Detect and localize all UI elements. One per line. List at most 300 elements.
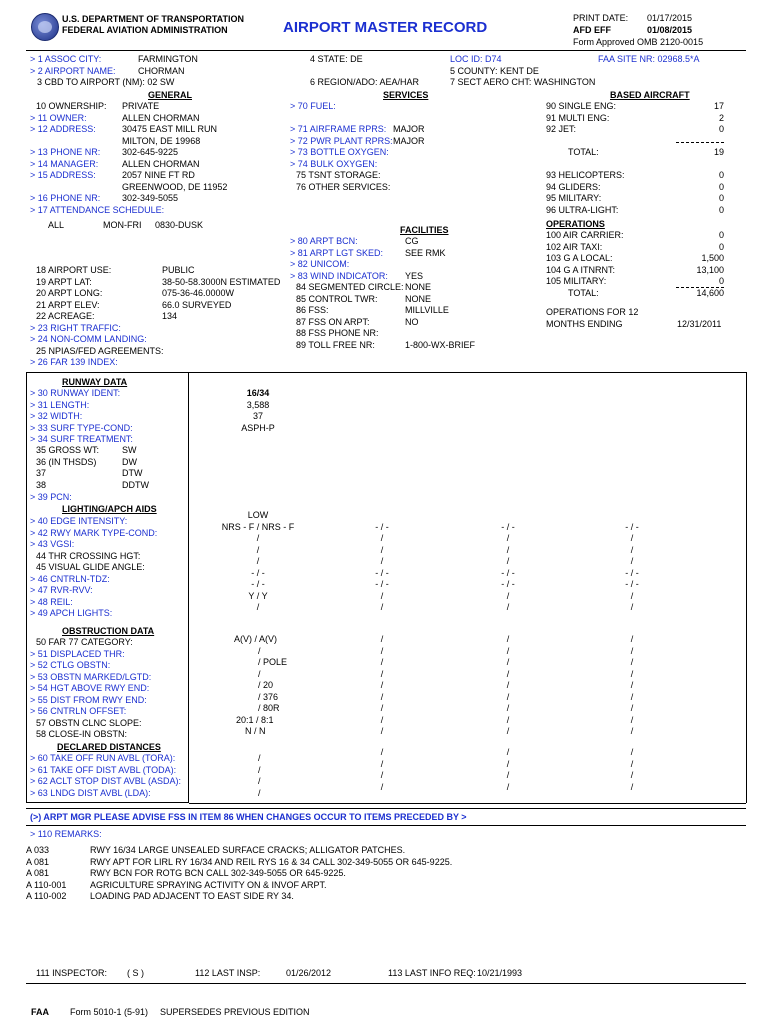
facilities-label: > 83 WIND INDICATOR: bbox=[290, 270, 388, 281]
runway-data-label: > 32 WIDTH: bbox=[30, 411, 83, 421]
based-aircraft-label: 90 SINGLE ENG: bbox=[546, 101, 617, 111]
declared-labels bbox=[30, 753, 181, 799]
lighting-value: - / - bbox=[251, 579, 265, 589]
obstruction-label: > 55 DIST FROM RWY END: bbox=[30, 694, 147, 705]
obstruction-value: / bbox=[506, 680, 510, 690]
operations-label: 104 G A ITNRNT: bbox=[546, 264, 616, 275]
operations-total-rule bbox=[676, 287, 724, 288]
based-aircraft-labels bbox=[546, 101, 625, 216]
declared-label: > 61 TAKE OFF DIST AVBL (TODA): bbox=[30, 764, 177, 775]
obstruction-value: / bbox=[506, 714, 510, 725]
obstruction-value: / bbox=[380, 634, 384, 644]
obstruction-value: / bbox=[630, 703, 634, 713]
obstruction-value: / bbox=[630, 726, 634, 736]
operations-values bbox=[664, 230, 724, 299]
lighting-value: / bbox=[380, 556, 384, 566]
obstruction-value: / bbox=[506, 703, 510, 713]
footer-form-number: Form 5010-1 (5-91) bbox=[70, 1007, 149, 1017]
lighting-value: / bbox=[630, 602, 634, 612]
remark-text: AGRICULTURE SPRAYING ACTIVITY ON & INVOF ARPT. bbox=[90, 879, 327, 890]
services-label: > 74 BULK OXYGEN: bbox=[290, 158, 378, 169]
afd-eff-value: 01/08/2015 bbox=[647, 25, 693, 35]
lighting-label: > 48 REIL: bbox=[30, 596, 73, 607]
obstruction-value: / bbox=[630, 634, 634, 644]
airport-data-value: 66.0 SURVEYED bbox=[162, 299, 232, 310]
operations-value: 1,500 bbox=[701, 253, 724, 263]
based-aircraft-values bbox=[694, 101, 724, 216]
facilities-label: > 82 UNICOM: bbox=[290, 259, 350, 269]
services-label bbox=[290, 113, 393, 125]
lighting-value: - / - bbox=[375, 579, 389, 589]
advise-top-rule bbox=[26, 808, 746, 809]
obstruction-value: / bbox=[380, 657, 384, 667]
schedule-days: MON-FRI bbox=[103, 220, 142, 230]
runway-data-values bbox=[230, 388, 286, 446]
based-aircraft-value: 17 bbox=[713, 101, 724, 111]
lighting-value: - / - bbox=[501, 579, 515, 589]
lighting-value: - / - bbox=[251, 567, 265, 578]
airport-data-value bbox=[162, 357, 280, 369]
lighting-value: / bbox=[630, 556, 634, 566]
facilities-value: YES bbox=[405, 270, 424, 281]
schedule-hours: 0830-DUSK bbox=[155, 220, 204, 230]
lighting-value bbox=[352, 510, 412, 522]
services-value bbox=[393, 182, 425, 194]
advise-notice: (>) ARPT MGR PLEASE ADVISE FSS IN ITEM 86 WHEN CHANGES OCCUR TO ITEMS PRECEDED BY > bbox=[30, 812, 467, 822]
last-info-req-value: 10/21/1993 bbox=[477, 968, 523, 978]
general-value: 302-645-9225 bbox=[122, 147, 179, 157]
lighting-value: / bbox=[506, 590, 510, 601]
general-values bbox=[122, 101, 227, 216]
general-label: > 13 PHONE NR: bbox=[30, 147, 101, 157]
services-label: 75 TSNT STORAGE: bbox=[296, 170, 381, 180]
gross-weight-label: 37 bbox=[36, 468, 47, 478]
state: 4 STATE: DE bbox=[310, 54, 363, 64]
services-values bbox=[393, 101, 425, 193]
obstruction-value: / 20 bbox=[258, 680, 274, 690]
assoc-city-label: > 1 ASSOC CITY: bbox=[30, 54, 102, 64]
obstruction-value: / bbox=[506, 634, 510, 644]
facilities-label: > 80 ARPT BCN: bbox=[290, 236, 358, 246]
last-info-req-label: 113 LAST INFO REQ: bbox=[388, 968, 476, 978]
facilities-label: 85 CONTROL TWR: bbox=[296, 293, 378, 304]
lighting-value: / bbox=[256, 556, 260, 566]
obstruction-value: / 376 bbox=[258, 691, 279, 702]
airport-data-label: > 26 FAR 139 INDEX: bbox=[30, 357, 118, 367]
based-aircraft-value: 0 bbox=[718, 181, 724, 192]
obstruction-label: > 54 HGT ABOVE RWY END: bbox=[30, 683, 150, 693]
services-value bbox=[393, 159, 425, 171]
lighting-value: / bbox=[506, 544, 510, 555]
facilities-value: MILLVILLE bbox=[405, 305, 449, 315]
lighting-value: - / - bbox=[501, 521, 515, 532]
services-value: MAJOR bbox=[393, 124, 425, 134]
based-aircraft-label bbox=[546, 159, 625, 171]
gross-weight-label: 36 (IN THSDS) bbox=[36, 456, 97, 467]
lighting-value: - / - bbox=[625, 579, 639, 589]
lighting-value: / bbox=[256, 602, 260, 612]
facilities-value: NONE bbox=[405, 293, 432, 304]
declared-value: / bbox=[380, 770, 384, 780]
obstruction-label: > 51 DISPLACED THR: bbox=[30, 648, 125, 659]
lighting-value: / bbox=[256, 544, 260, 555]
runway-data-value: 3,588 bbox=[246, 399, 270, 410]
lighting-value: - / - bbox=[625, 521, 639, 532]
general-label: > 14 MANAGER: bbox=[30, 158, 99, 169]
lighting-value: - / - bbox=[501, 567, 515, 578]
general-label: > 11 OWNER: bbox=[30, 112, 87, 123]
declared-col-3 bbox=[478, 747, 538, 793]
gross-weight-value: DDTW bbox=[122, 479, 149, 490]
airport-data-label: > 24 NON-COMM LANDING: bbox=[30, 334, 147, 344]
runway-data-label: > 31 LENGTH: bbox=[30, 399, 90, 410]
operations-label: 100 AIR CARRIER: bbox=[546, 230, 624, 240]
general-label: > 17 ATTENDANCE SCHEDULE: bbox=[30, 204, 165, 215]
gross-weight-value: DTW bbox=[122, 468, 143, 478]
inspector-label: 111 INSPECTOR: bbox=[36, 968, 108, 978]
sect-aero-cht: 7 SECT AERO CHT: WASHINGTON bbox=[450, 77, 596, 87]
based-aircraft-heading: BASED AIRCRAFT bbox=[610, 90, 690, 100]
obstruction-labels bbox=[30, 637, 151, 741]
gross-weight-value: DW bbox=[122, 456, 137, 467]
general-value bbox=[122, 205, 227, 217]
services-label: > 70 FUEL: bbox=[290, 101, 336, 111]
declared-value: / bbox=[630, 758, 634, 769]
obstruction-value: / bbox=[506, 645, 510, 656]
based-aircraft-value: 19 bbox=[713, 147, 724, 157]
facilities-labels bbox=[290, 236, 404, 351]
airport-data-label: 18 AIRPORT USE: bbox=[36, 265, 112, 275]
remark-text: LOADING PAD ADJACENT TO EAST SIDE RY 34. bbox=[90, 891, 294, 901]
lighting-value: / bbox=[506, 556, 510, 566]
services-value bbox=[393, 170, 425, 182]
obstruction-value: / bbox=[506, 691, 510, 702]
form-approved: Form Approved OMB 2120-0015 bbox=[573, 37, 704, 47]
obstruction-col-2 bbox=[352, 634, 412, 738]
declared-value: / bbox=[630, 781, 634, 792]
declared-value: / bbox=[258, 753, 261, 763]
operations-label: 103 G A LOCAL: bbox=[546, 253, 613, 263]
lighting-col-1 bbox=[208, 510, 308, 614]
airport-data-label: 19 ARPT LAT: bbox=[36, 276, 92, 287]
inspection-rule bbox=[26, 983, 746, 984]
operations-value: 0 bbox=[718, 230, 724, 240]
declared-value: / bbox=[506, 781, 510, 792]
lighting-col-3 bbox=[478, 510, 538, 614]
remark-code: A 033 bbox=[26, 845, 50, 855]
airport-data-label: 22 ACREAGE: bbox=[36, 311, 95, 321]
declared-value: / bbox=[380, 747, 384, 757]
based-aircraft-value: 2 bbox=[718, 112, 724, 123]
operations-labels bbox=[546, 230, 624, 299]
based-aircraft-value: 0 bbox=[718, 124, 724, 134]
lighting-heading: LIGHTING/APCH AIDS bbox=[62, 504, 157, 514]
obstruction-value: / bbox=[380, 645, 384, 656]
airport-data-value bbox=[162, 346, 280, 358]
obstruction-value: / bbox=[630, 714, 634, 725]
runway-data-label: > 34 SURF TREATMENT: bbox=[30, 434, 133, 444]
lighting-label: > 43 VGSI: bbox=[30, 539, 75, 549]
based-aircraft-value bbox=[694, 159, 724, 171]
operations-value: 14,600 bbox=[696, 287, 724, 298]
based-aircraft-label bbox=[546, 136, 625, 148]
obstruction-col-4 bbox=[602, 634, 662, 738]
declared-label: > 62 ACLT STOP DIST AVBL (ASDA): bbox=[30, 776, 181, 786]
airport-data-value: 134 bbox=[162, 311, 178, 321]
facilities-label: > 81 ARPT LGT SKED: bbox=[290, 247, 383, 258]
remarks-label: > 110 REMARKS: bbox=[30, 829, 102, 839]
remark-code: A 110-002 bbox=[26, 891, 67, 901]
obstruction-label: > 56 CNTRLN OFFSET: bbox=[30, 706, 127, 716]
last-insp-label: 112 LAST INSP: bbox=[195, 968, 261, 978]
airport-data-values bbox=[162, 265, 280, 369]
print-date-value: 01/17/2015 bbox=[647, 13, 693, 23]
airport-data-value: PUBLIC bbox=[162, 265, 195, 275]
runway-data-value bbox=[230, 434, 286, 446]
lighting-value: / bbox=[630, 533, 634, 543]
declared-col-2 bbox=[352, 747, 412, 793]
runway-data-labels bbox=[30, 388, 133, 446]
obstruction-label: 50 FAR 77 CATEGORY: bbox=[36, 637, 133, 647]
operations-label: 102 AIR TAXI: bbox=[546, 241, 603, 252]
gross-weight-value: SW bbox=[122, 445, 137, 455]
based-total-rule bbox=[676, 142, 724, 143]
facilities-label: 87 FSS ON ARPT: bbox=[296, 316, 370, 327]
facilities-label: 89 TOLL FREE NR: bbox=[296, 339, 375, 350]
lighting-label: 45 VISUAL GLIDE ANGLE: bbox=[36, 562, 145, 572]
loc-id: LOC ID: D74 bbox=[450, 54, 502, 64]
general-label: > 15 ADDRESS: bbox=[30, 170, 96, 180]
cbd-to-airport: 3 CBD TO AIRPORT (NM): 02 SW bbox=[37, 77, 175, 87]
airport-data-value bbox=[162, 323, 280, 335]
obstruction-label: 57 OBSTN CLNC SLOPE: bbox=[36, 717, 142, 728]
declared-value: / bbox=[506, 758, 510, 769]
lighting-col-4 bbox=[602, 510, 662, 614]
county: 5 COUNTY: KENT DE bbox=[450, 66, 539, 76]
runway-data-label: > 33 SURF TYPE-COND: bbox=[30, 422, 133, 433]
obstruction-col-1 bbox=[230, 634, 287, 738]
declared-value: / bbox=[380, 758, 384, 769]
services-heading: SERVICES bbox=[383, 90, 429, 100]
declared-value: / bbox=[630, 747, 634, 757]
based-aircraft-value: 0 bbox=[718, 193, 724, 203]
obstruction-value: / bbox=[380, 680, 384, 690]
declared-label: > 63 LNDG DIST AVBL (LDA): bbox=[30, 787, 151, 798]
obstruction-value: / bbox=[630, 691, 634, 702]
obstruction-value: / bbox=[258, 645, 261, 656]
lighting-labels bbox=[30, 516, 157, 620]
lighting-label: > 47 RVR-RVV: bbox=[30, 585, 93, 595]
lighting-value bbox=[478, 510, 538, 522]
remark-code: A 110-001 bbox=[26, 879, 67, 890]
general-value: PRIVATE bbox=[122, 101, 160, 111]
footer-supersedes: SUPERSEDES PREVIOUS EDITION bbox=[160, 1007, 310, 1017]
declared-value: / bbox=[258, 787, 261, 798]
obstruction-value: A(V) / A(V) bbox=[234, 634, 278, 644]
lighting-label: > 42 RWY MARK TYPE-COND: bbox=[30, 527, 158, 538]
based-aircraft-label: 91 MULTI ENG: bbox=[546, 112, 610, 123]
lighting-value bbox=[602, 510, 662, 522]
services-label: > 71 AIRFRAME RPRS: bbox=[290, 124, 387, 134]
lighting-value: / bbox=[630, 544, 634, 555]
facilities-value: CG bbox=[405, 236, 419, 246]
declared-col-4 bbox=[602, 747, 662, 793]
obstruction-label: > 53 OBSTN MARKED/LGTD: bbox=[30, 671, 152, 682]
obstruction-label: > 52 CTLG OBSTN: bbox=[30, 660, 111, 670]
obstruction-value: / bbox=[380, 714, 384, 725]
lighting-value: - / - bbox=[625, 567, 639, 578]
obstruction-value: / POLE bbox=[258, 657, 288, 667]
remark-text: RWY 16/34 LARGE UNSEALED SURFACE CRACKS; ALLIGATOR PATCHES. bbox=[90, 845, 406, 855]
remark-text: RWY APT FOR LIRL RY 16/34 AND REIL RYS 16 & 34 CALL 302-349-5055 OR 645-9225. bbox=[90, 856, 453, 867]
airport-data-value bbox=[162, 334, 280, 346]
facilities-value: SEE RMK bbox=[405, 247, 446, 258]
operations-value: 0 bbox=[718, 241, 724, 252]
last-insp-value: 01/26/2012 bbox=[286, 968, 332, 978]
obstruction-col-3 bbox=[478, 634, 538, 738]
operations-period-label: OPERATIONS FOR 12 bbox=[546, 307, 639, 317]
runway-data-value: ASPH-P bbox=[241, 422, 275, 433]
facilities-value: NO bbox=[405, 316, 419, 327]
airport-data-label: 20 ARPT LONG: bbox=[36, 288, 103, 298]
afd-eff-label: AFD EFF bbox=[573, 25, 611, 35]
airport-data-value: 38-50-58.3000N ESTIMATED bbox=[162, 276, 281, 287]
facilities-values bbox=[405, 236, 475, 351]
remarks-codes bbox=[26, 845, 66, 903]
declared-value: / bbox=[506, 747, 510, 757]
facilities-value: NONE bbox=[405, 282, 432, 292]
lighting-value: / bbox=[256, 533, 260, 543]
declared-value: / bbox=[258, 764, 261, 775]
obstruction-heading: OBSTRUCTION DATA bbox=[62, 626, 155, 636]
print-date-label: PRINT DATE: bbox=[573, 13, 629, 23]
lighting-value: - / - bbox=[375, 567, 389, 578]
advise-bottom-rule bbox=[26, 825, 746, 826]
services-label: > 73 BOTTLE OXYGEN: bbox=[290, 147, 389, 157]
lighting-value: / bbox=[506, 602, 510, 612]
region-ado: 6 REGION/ADO: AEA/HAR bbox=[310, 77, 420, 87]
lighting-value: Y / Y bbox=[248, 590, 268, 601]
declared-heading: DECLARED DISTANCES bbox=[57, 742, 161, 752]
facilities-heading: FACILITIES bbox=[400, 225, 449, 235]
airport-data-label: > 23 RIGHT TRAFFIC: bbox=[30, 322, 121, 333]
lighting-value: / bbox=[630, 590, 634, 601]
general-value: ALLEN CHORMAN bbox=[122, 158, 200, 169]
pcn-label: > 39 PCN: bbox=[30, 492, 72, 502]
gross-weight-label: 35 GROSS WT: bbox=[36, 445, 100, 455]
lighting-value: / bbox=[380, 602, 384, 612]
operations-months-value: 12/31/2011 bbox=[677, 319, 722, 329]
services-value bbox=[393, 147, 425, 159]
lighting-label: > 40 EDGE INTENSITY: bbox=[30, 516, 128, 526]
operations-label: TOTAL: bbox=[568, 287, 599, 298]
obstruction-value: / bbox=[380, 668, 384, 679]
airport-data-value: 075-36-46.0000W bbox=[162, 288, 235, 298]
gross-weight-labels bbox=[36, 445, 99, 491]
general-value: MILTON, DE 19968 bbox=[122, 135, 201, 146]
obstruction-value: N / N bbox=[245, 726, 266, 736]
general-value: 30475 EAST MILL RUN bbox=[122, 124, 218, 134]
facilities-label: 86 FSS: bbox=[296, 305, 329, 315]
remarks-texts bbox=[90, 845, 452, 903]
facilities-value bbox=[405, 259, 475, 271]
services-value bbox=[393, 101, 425, 113]
inspector-value: ( S ) bbox=[127, 968, 144, 978]
runway-right-rule bbox=[746, 372, 747, 803]
obstruction-label: 58 CLOSE-IN OBSTN: bbox=[36, 729, 128, 739]
facilities-label: 88 FSS PHONE NR: bbox=[296, 328, 379, 338]
obstruction-value: / bbox=[506, 726, 510, 736]
schedule-all: ALL bbox=[48, 220, 65, 230]
based-aircraft-label: 92 JET: bbox=[546, 124, 577, 134]
runway-data-value: 37 bbox=[252, 411, 263, 421]
runway-ident-value: 16/34 bbox=[246, 388, 270, 398]
based-aircraft-label: 96 ULTRA-LIGHT: bbox=[546, 204, 619, 215]
lighting-value: / bbox=[506, 533, 510, 543]
runway-data-label: > 30 RUNWAY IDENT: bbox=[30, 388, 121, 398]
lighting-col-2 bbox=[352, 510, 412, 614]
gross-weight-values bbox=[122, 445, 149, 491]
obstruction-value: / bbox=[630, 645, 634, 656]
runway-data-heading: RUNWAY DATA bbox=[62, 377, 128, 387]
lighting-label: > 49 APCH LIGHTS: bbox=[30, 608, 113, 618]
airport-data-label: 21 ARPT ELEV: bbox=[36, 299, 100, 310]
facilities-value: 1-800-WX-BRIEF bbox=[405, 339, 476, 350]
general-heading: GENERAL bbox=[148, 90, 193, 100]
lighting-value: LOW bbox=[247, 510, 269, 520]
header-divider bbox=[26, 50, 746, 51]
obstruction-value: / bbox=[630, 680, 634, 690]
based-aircraft-label: TOTAL: bbox=[568, 147, 599, 157]
dept-line-2: FEDERAL AVIATION ADMINISTRATION bbox=[62, 25, 228, 35]
gross-weight-label: 38 bbox=[36, 479, 47, 490]
declared-value: / bbox=[258, 776, 261, 786]
based-aircraft-label: 93 HELICOPTERS: bbox=[546, 170, 625, 180]
remark-code: A 081 bbox=[26, 868, 50, 878]
lighting-value: / bbox=[380, 544, 384, 555]
lighting-value: - / - bbox=[375, 521, 389, 532]
general-value: GREENWOOD, DE 11952 bbox=[122, 181, 228, 192]
facilities-label: 84 SEGMENTED CIRCLE: bbox=[296, 282, 404, 292]
general-label: > 16 PHONE NR: bbox=[30, 193, 101, 203]
page-title: AIRPORT MASTER RECORD bbox=[283, 19, 488, 36]
declared-value: / bbox=[380, 781, 384, 792]
services-value: MAJOR bbox=[393, 135, 425, 146]
operations-value: 13,100 bbox=[696, 264, 724, 275]
obstruction-value: / bbox=[506, 668, 510, 679]
lighting-value: / bbox=[380, 590, 384, 601]
runway-top-rule bbox=[189, 372, 746, 373]
airport-name-label: > 2 AIRPORT NAME: bbox=[30, 66, 116, 76]
airport-data-labels bbox=[30, 265, 164, 369]
obstruction-value: / bbox=[380, 726, 384, 736]
general-value: 2057 NINE FT RD bbox=[122, 170, 195, 180]
lighting-label: > 46 CNTRLN-TDZ: bbox=[30, 573, 110, 584]
obstruction-value: / bbox=[630, 668, 634, 679]
assoc-city-value: FARMINGTON bbox=[138, 54, 198, 64]
operations-heading: OPERATIONS bbox=[546, 219, 605, 229]
declared-label: > 60 TAKE OFF RUN AVBL (TORA): bbox=[30, 753, 176, 763]
general-label: 10 OWNERSHIP: bbox=[36, 101, 107, 111]
based-aircraft-label: 94 GLIDERS: bbox=[546, 181, 601, 192]
services-label: 76 OTHER SERVICES: bbox=[296, 181, 391, 192]
declared-value: / bbox=[506, 770, 510, 780]
airport-name-value: CHORMAN bbox=[138, 66, 185, 76]
obstruction-value: / bbox=[506, 657, 510, 667]
operations-label: 105 MILITARY: bbox=[546, 276, 607, 286]
airport-data-label: 25 NPIAS/FED AGREEMENTS: bbox=[36, 345, 164, 356]
declared-col-1 bbox=[258, 753, 261, 799]
